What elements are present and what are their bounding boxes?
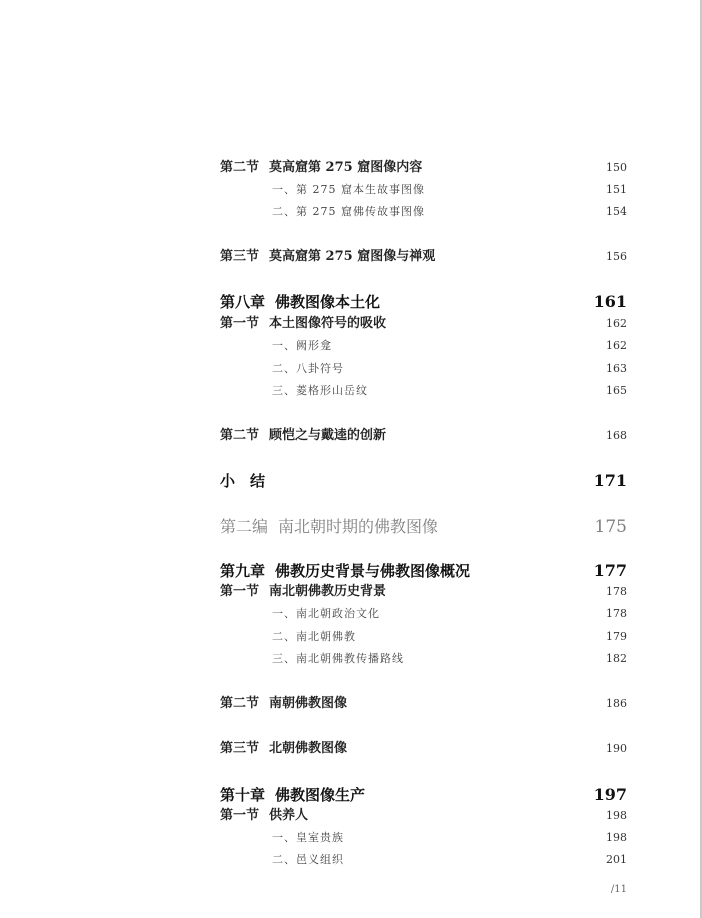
toc-section-row[interactable] <box>0 693 702 715</box>
page-number: 178 <box>606 585 627 598</box>
subsection-title: 三、南北朝佛教传播路线 <box>272 652 404 665</box>
toc-section-row[interactable] <box>0 805 702 827</box>
section-title: 莫高窟第 275 窟图像内容 <box>269 160 423 175</box>
page-number: 177 <box>593 561 627 580</box>
chapter-title: 佛教图像本土化 <box>275 293 381 311</box>
page-number: 156 <box>606 250 627 263</box>
section-title: 莫高窟第 275 窟图像与禅观 <box>269 249 436 264</box>
section-title: 顾恺之与戴逵的创新 <box>269 428 387 443</box>
section-title: 北朝佛教图像 <box>269 741 348 756</box>
page-number: 154 <box>606 205 627 218</box>
toc-subsection-row[interactable] <box>0 603 702 625</box>
toc-section-row[interactable] <box>0 738 702 760</box>
page-number: 198 <box>606 831 627 844</box>
chapter-title: 佛教图像生产 <box>275 786 366 804</box>
section-label: 第二节 <box>220 428 260 443</box>
section-label: 第二节 <box>220 696 260 711</box>
chapter-title: 佛教历史背景与佛教图像概况 <box>275 562 471 580</box>
subsection-title: 一、阙形龛 <box>272 339 332 352</box>
toc-section-row[interactable] <box>0 425 702 447</box>
page-number: 179 <box>606 630 627 643</box>
toc-subsection-row[interactable] <box>0 827 702 849</box>
footer-page-number: /11 <box>610 884 627 895</box>
toc-subsection-row[interactable] <box>0 626 702 648</box>
page-number: 163 <box>606 362 627 375</box>
toc-summary-row[interactable] <box>0 468 702 494</box>
toc-section-row[interactable] <box>0 313 702 335</box>
page-number: 151 <box>606 183 627 196</box>
toc-subsection-row[interactable] <box>0 648 702 670</box>
chapter-label: 第八章 <box>220 293 266 311</box>
page-number: 190 <box>606 742 627 755</box>
part-label: 第二编 <box>220 517 269 536</box>
page-number: 171 <box>593 471 627 490</box>
toc-subsection-row[interactable] <box>0 335 702 357</box>
toc-subsection-row[interactable] <box>0 380 702 402</box>
page-number: 175 <box>594 517 627 537</box>
section-label: 第一节 <box>220 316 260 331</box>
toc-chapter-row[interactable] <box>0 289 702 315</box>
page-number: 197 <box>593 785 627 804</box>
section-title: 南朝佛教图像 <box>269 696 348 711</box>
section-label: 第一节 <box>220 584 260 599</box>
toc-subsection-row[interactable] <box>0 179 702 201</box>
toc-part-row[interactable] <box>0 513 702 541</box>
page-number: 178 <box>606 607 627 620</box>
subsection-title: 二、邑义组织 <box>272 853 344 866</box>
toc-subsection-row[interactable] <box>0 849 702 871</box>
subsection-title: 一、皇室贵族 <box>272 831 344 844</box>
section-label: 第三节 <box>220 741 260 756</box>
subsection-title: 二、八卦符号 <box>272 362 344 375</box>
section-title: 本土图像符号的吸收 <box>269 316 387 331</box>
section-title: 供养人 <box>269 808 309 823</box>
page-number: 162 <box>606 339 627 352</box>
subsection-title: 二、第 275 窟佛传故事图像 <box>272 205 425 218</box>
page-number: 162 <box>606 317 627 330</box>
page-number: 161 <box>593 292 627 311</box>
page-number: 165 <box>606 384 627 397</box>
subsection-title: 二、南北朝佛教 <box>272 630 356 643</box>
subsection-title: 一、第 275 窟本生故事图像 <box>272 183 425 196</box>
chapter-label: 第九章 <box>220 562 266 580</box>
page-number: 201 <box>606 853 627 866</box>
toc-subsection-row[interactable] <box>0 358 702 380</box>
page-number: 186 <box>606 697 627 710</box>
toc-subsection-row[interactable] <box>0 201 702 223</box>
toc-section-row[interactable] <box>0 581 702 603</box>
part-title: 南北朝时期的佛教图像 <box>278 517 439 536</box>
section-label: 第一节 <box>220 808 260 823</box>
toc-section-row[interactable] <box>0 246 702 268</box>
page-number: 150 <box>606 161 627 174</box>
toc-section-row[interactable] <box>0 157 702 179</box>
subsection-title: 一、南北朝政治文化 <box>272 607 380 620</box>
section-label: 第三节 <box>220 249 260 264</box>
page-number: 168 <box>606 429 627 442</box>
summary-label: 小 结 <box>220 472 266 490</box>
section-label: 第二节 <box>220 160 260 175</box>
page-number: 182 <box>606 652 627 665</box>
page-number: 198 <box>606 809 627 822</box>
subsection-title: 三、菱格形山岳纹 <box>272 384 368 397</box>
chapter-label: 第十章 <box>220 786 266 804</box>
section-title: 南北朝佛教历史背景 <box>269 584 387 599</box>
